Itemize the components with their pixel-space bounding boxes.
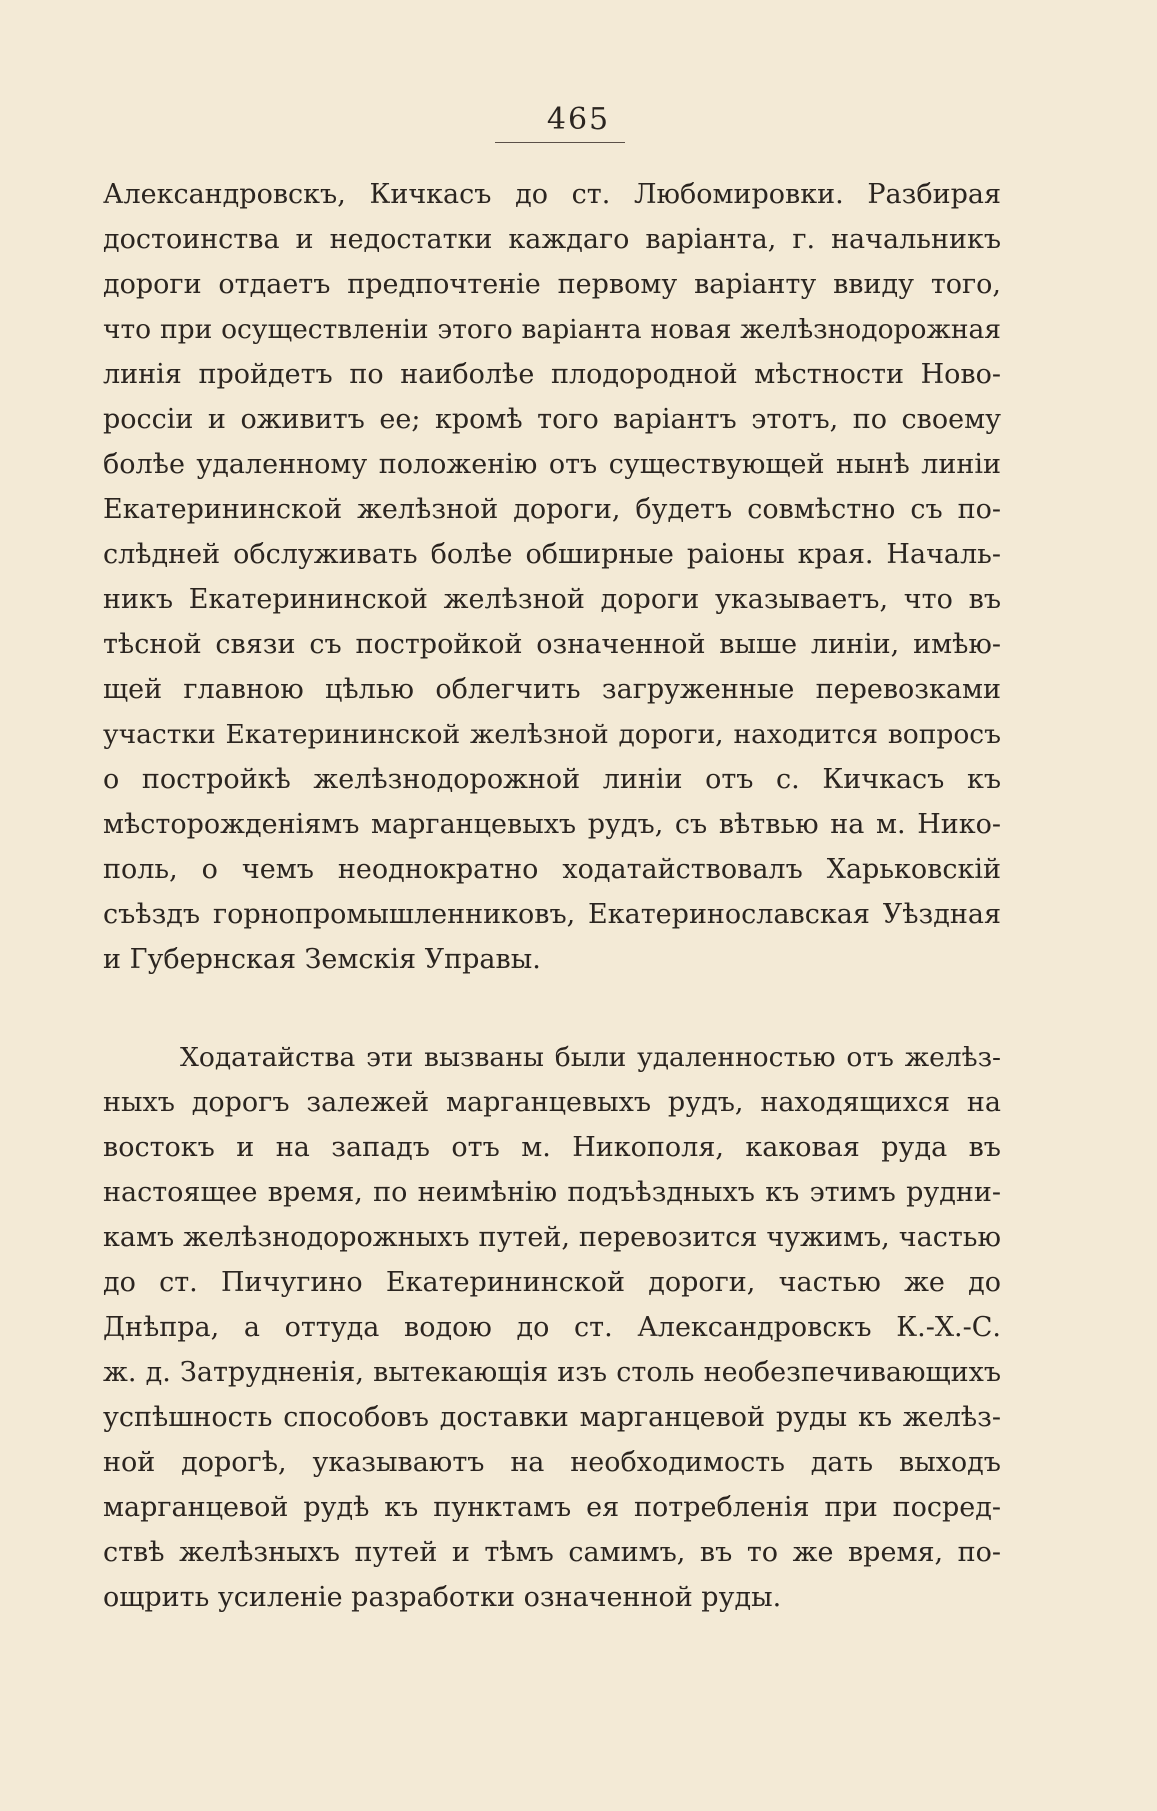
text-line: съѣздъ горнопромышленниковъ, Екатеринославская Уѣздная — [103, 899, 1001, 930]
text-line: достоинства и недостатки каждаго варіанта, г. начальникъ — [103, 224, 1001, 255]
text-line: слѣдней обслуживать болѣе обширные раіоны края. Началь- — [103, 539, 1001, 570]
text-line: участки Екатерининской желѣзной дороги, находится вопросъ — [103, 719, 1001, 750]
text-line: что при осуществленіи этого варіанта новая желѣзнодорожная — [103, 314, 1001, 345]
text-line: россіи и оживитъ ее; кромѣ того варіантъ этотъ, по своему — [103, 404, 1001, 435]
text-line: и Губернская Земскія Управы. — [103, 944, 541, 975]
text-line: Екатерининской желѣзной дороги, будетъ совмѣстно съ по- — [103, 494, 1001, 525]
text-line: ствѣ желѣзныхъ путей и тѣмъ самимъ, въ то же время, по- — [103, 1537, 1001, 1568]
text-line: Днѣпра, а оттуда водою до ст. Александровскъ К.-Х.-С. — [103, 1312, 1001, 1343]
text-line: до ст. Пичугино Екатерининской дороги, частью же до — [103, 1267, 1001, 1298]
text-line: ныхъ дорогъ залежей марганцевыхъ рудъ, находящихся на — [103, 1087, 1001, 1118]
text-line: никъ Екатерининской желѣзной дороги указываетъ, что въ — [103, 584, 1001, 615]
text-line: настоящее время, по неимѣнію подъѣздныхъ къ этимъ рудни- — [103, 1177, 1001, 1208]
text-line: поль, о чемъ неоднократно ходатайствовалъ Харьковскій — [103, 854, 1001, 885]
text-line: востокъ и на западъ отъ м. Никополя, каковая руда въ — [103, 1132, 1001, 1163]
text-line: о постройкѣ желѣзнодорожной линіи отъ с. Кичкасъ къ — [103, 764, 1001, 795]
page-number: 465 — [546, 102, 611, 137]
page-number-rule — [495, 142, 625, 143]
text-line: марганцевой рудѣ къ пунктамъ ея потребленія при посред- — [103, 1492, 1001, 1523]
text-line: ной дорогѣ, указываютъ на необходимость дать выходъ — [103, 1447, 1001, 1478]
text-line: Ходатайства эти вызваны были удаленностью отъ желѣз- — [180, 1042, 1001, 1073]
text-line: камъ желѣзнодорожныхъ путей, перевозится чужимъ, частью — [103, 1222, 1001, 1253]
text-line: болѣе удаленному положенію отъ существующей нынѣ линіи — [103, 449, 1001, 480]
text-line: ж. д. Затрудненія, вытекающія изъ столь необезпечивающихъ — [103, 1357, 1001, 1388]
text-line: ощрить усиленіе разработки означенной руды. — [103, 1582, 782, 1613]
text-line: щей главною цѣлью облегчить загруженные перевозками — [103, 674, 1001, 705]
text-line: мѣсторожденіямъ марганцевыхъ рудъ, съ вѣтвью на м. Нико- — [103, 809, 1001, 840]
text-line: Александровскъ, Кичкасъ до ст. Любомировки. Разбирая — [103, 179, 1001, 210]
text-line: линія пройдетъ по наиболѣе плодородной мѣстности Ново- — [103, 359, 1001, 390]
paragraph-2 — [103, 1035, 1001, 1620]
text-line: дороги отдаетъ предпочтеніе первому варіанту ввиду того, — [103, 269, 1001, 300]
text-line: успѣшность способовъ доставки марганцевой руды къ желѣз- — [103, 1402, 1001, 1433]
text-line: тѣсной связи съ постройкой означенной выше линіи, имѣю- — [103, 629, 1001, 660]
paragraph-1 — [103, 172, 1001, 982]
